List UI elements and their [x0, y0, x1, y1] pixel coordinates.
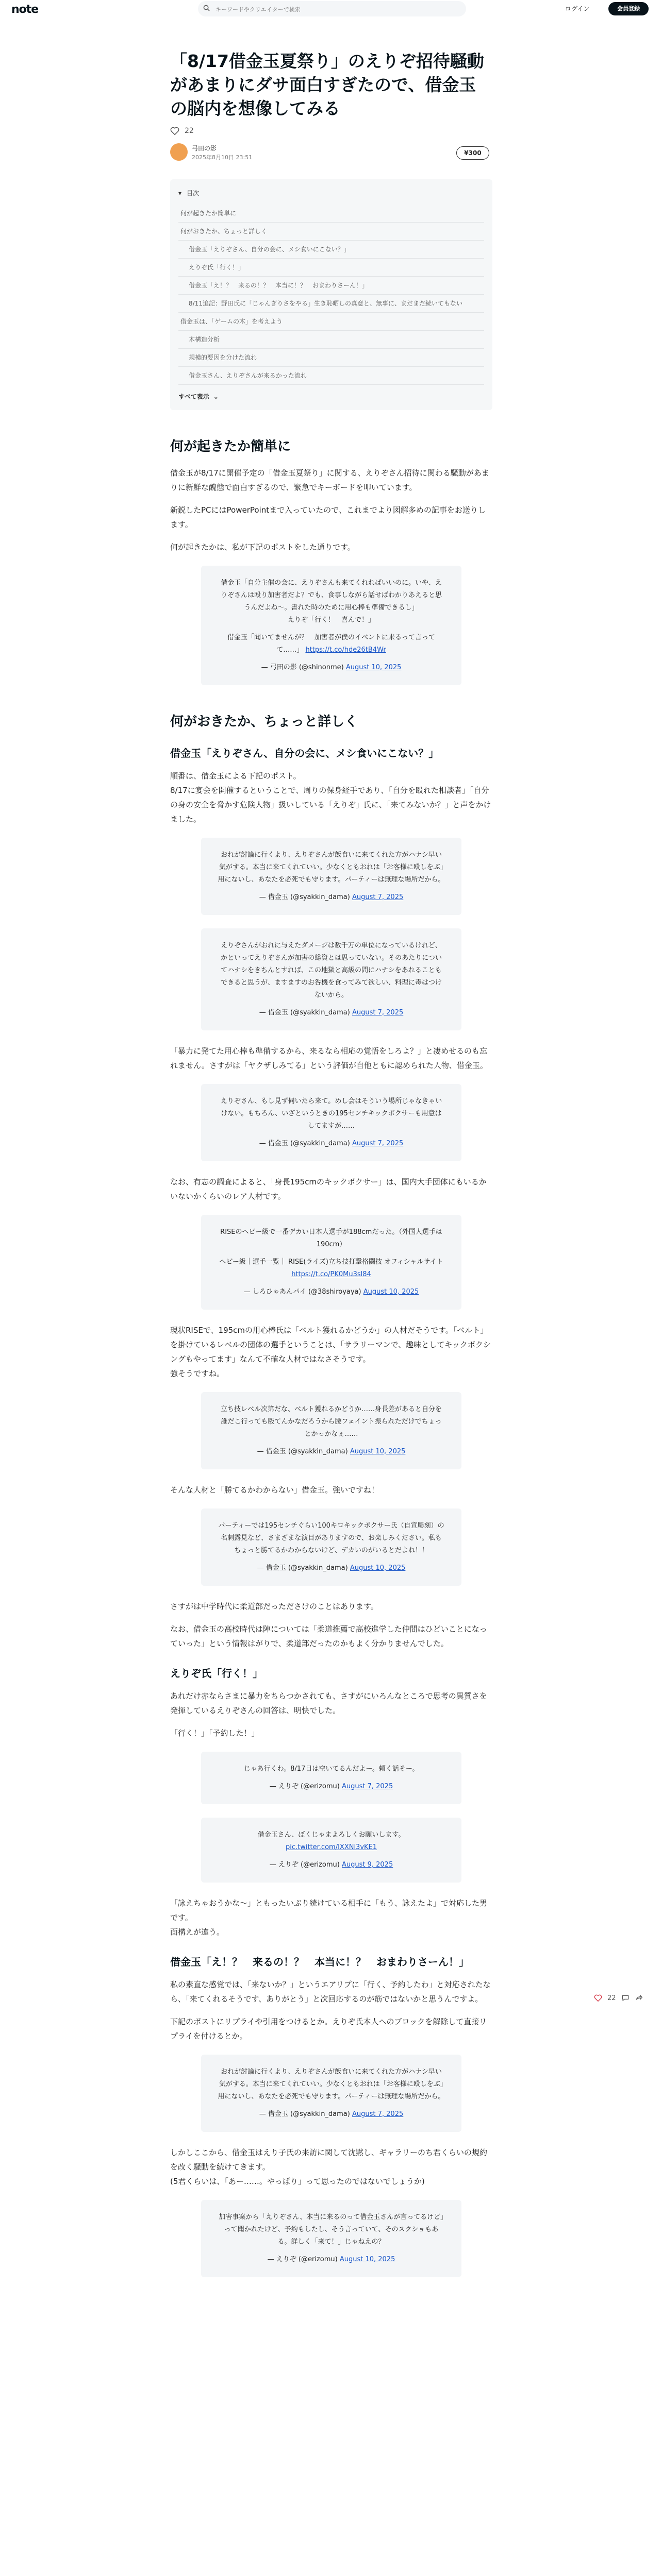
tweet-body: じゃあ行くわ。8/17日は空いてるんだよー。頼く話そー。: [243, 1765, 419, 1773]
tweet-date-link[interactable]: August 7, 2025: [352, 2110, 404, 2118]
toc-item[interactable]: えりぞ氏「行く！」: [178, 259, 484, 277]
toc-item[interactable]: 木構造分析: [178, 331, 484, 349]
share-icon[interactable]: [635, 1994, 643, 2002]
embedded-tweet: [201, 928, 461, 1030]
tweet-author: — えりぞ (@erizomu): [269, 1783, 340, 1790]
paragraph: 下記のポストにリプライや引用をつけるとか。えりぞ氏本人へのブロックを解除して直接リプライを付けるとか。: [170, 2017, 487, 2041]
tweet-author: — しろひゃあんパイ (@38shiroyaya): [243, 1288, 361, 1296]
comment-icon[interactable]: [621, 1994, 630, 2002]
toc-item[interactable]: 規模的要因を分けた流れ: [178, 349, 484, 367]
tweet-body: 立ち技レベル次第だな、ベルト獲れるかどうか……身長差があると自分を誰だこ行っても殴てんかなだろうから腰フェイント振られただけでちょっとかっかなぇ……: [220, 1405, 442, 1438]
tweet-citation: [218, 1446, 445, 1458]
tweet-body: 借金玉さん、ぼくじゃまよろしくお願いします。: [257, 1831, 405, 1839]
tweet-citation: [218, 1859, 445, 1871]
tweet-body: 借金玉「自分主催の会に、えりぞさんも来てくれればいいのに。いや、えりぞさんは殴り加害者だよ？でも、食事しながら話せばわかりあえると思うんだよね～。書れた時のために用心棒も準備できるし」 えりぞ「行く！ 喜んで！」: [220, 579, 442, 624]
toc-show-all-label: すべて表示: [178, 393, 209, 400]
tweet-author: — 借金玉 (@syakkin_dama): [259, 893, 350, 901]
tweet-author: — 借金玉 (@syakkin_dama): [257, 1448, 348, 1455]
paragraph: 「詠えちゃおうかな〜」ともったいぶり続けている相手に「もう、詠えたよ」で対応した男です。: [170, 1899, 488, 1922]
paragraph: 「暴力に発てた用心棒も準備するから、来るなら相応の覚悟をしろよ？」と凄めせるのも忘れません。さすがは「ヤクザしみてる」という評価が自他ともに認められた人物、借金玉。: [170, 1046, 488, 1070]
toc-title: 目次: [187, 190, 200, 197]
tweet-body: パーティーでは195センチぐらい100キロキックボクサー氏（自宣彫刻）の名刺露見など、さまざまな演目がありますので、お楽しみください。私もちょっと勝てるかわからないけど、デカいのがいるとだよね！！: [218, 1522, 444, 1554]
author-row: [170, 142, 492, 165]
toc-item[interactable]: 借金玉は、「ゲームの木」を考えよう: [178, 313, 484, 331]
paragraph: 借金玉が8/17に開催予定の「借金玉夏祭り」に関する、えりぞさん招待に関わる騒動があまりに新鮮な醜態で面白すぎるので、緊急でキーボードを叩いています。: [170, 468, 489, 492]
tweet-body: RISEのヘビー級で一番デカい日本人選手が188cmだった。（外国人選手は190cm）: [220, 1228, 442, 1248]
embedded-tweet: [201, 1509, 461, 1586]
signup-button[interactable]: 会員登録: [608, 2, 649, 15]
section-heading: 何がおきたか、ちょっと詳しく: [170, 714, 358, 730]
paragraph: 順番は、借金玉による下記のポスト。: [170, 771, 301, 781]
tweet-citation: [218, 1781, 445, 1793]
subsection-heading: えりぞ氏「行く！」: [170, 1667, 263, 1680]
tweet-date-link[interactable]: August 10, 2025: [339, 2256, 395, 2263]
heart-icon[interactable]: [170, 127, 179, 135]
paragraph: 何が起きたかは、私が下記のポストをした通りです。: [170, 543, 355, 552]
embedded-tweet: [201, 1392, 461, 1469]
tweet-date-link[interactable]: August 9, 2025: [341, 1861, 393, 1869]
paragraph: あれだけ赤ならさまに暴力をちらつかされても、さすがにいろんなところで思考の異質さを発揮しているえりぞさんの回答は、明快でした。: [170, 1691, 487, 1715]
login-link[interactable]: ログイン: [565, 5, 590, 12]
embedded-tweet: [201, 838, 461, 915]
toc-item[interactable]: 借金玉「え！？ 来るの！？ 本当に！？ おまわりさーん！」: [178, 277, 484, 295]
tweet-date-link[interactable]: August 7, 2025: [352, 1140, 404, 1147]
paragraph: 強そうですね。: [170, 1369, 225, 1378]
chevron-down-icon: ⌄: [213, 393, 219, 400]
tweet-citation: [218, 1562, 445, 1574]
site-header: [0, 0, 662, 20]
paragraph: 私の素直な感覚では、「来ないか？」というエアリプに「行く、予約したわ」と対応されたなら、「来てくれるそうです、ありがとう」と次回応するのが筋ではないかと思うんですよ。: [170, 1980, 491, 2004]
search-input[interactable]: [214, 4, 459, 15]
tweet-link-row: [218, 1841, 445, 1854]
toc-header[interactable]: [178, 189, 484, 197]
toc-show-all-button[interactable]: [178, 392, 484, 401]
section-heading: 何が起きたか簡単に: [170, 439, 291, 454]
toc-item[interactable]: 借金玉「えりぞさん、自分の会に、メシ食いにこない？」: [178, 241, 484, 259]
toc-item[interactable]: 何がおきたか、ちょっと詳しく: [178, 223, 484, 241]
tweet-body: おれが討論に行くより、えりぞさんが飯食いに来てくれた方がハナシ早い気がする。本当に来てくれていい。少なくともおれは「お客様に殴しをぶ」用にないし、あなたを必死でも守ります。パーティーは無理な場所だから。: [218, 851, 445, 884]
paragraph: 新鋭したPCにはPowerPointまで入っていたので、これまでより図解多めの記事をお送りします。: [170, 505, 486, 529]
tweet-link[interactable]: https://t.co/PK0Mu3sl84: [291, 1270, 371, 1278]
tweet-author: — 弓田の影 (@shinonme): [261, 664, 344, 671]
toc-item[interactable]: 借金玉さん、えりぞさんが来るかった流れ: [178, 367, 484, 385]
author-name[interactable]: 弓田の影: [192, 145, 217, 152]
tweet-citation: [218, 662, 445, 674]
article-title: 「8/17借金玉夏祭り」のえりぞ招待騒動があまりにダサ面白すぎたので、借金玉の脳内を想像してみる: [170, 51, 484, 118]
publish-date: 2025年8月10日 23:51: [192, 154, 253, 161]
tweet-date-link[interactable]: August 7, 2025: [352, 893, 404, 901]
tweet-body: おれが討論に行くより、えりぞさんが飯食いに来てくれた方がハナシ早い気がする。本当に来てくれていい。少なくともおれは「お客様に殴しをぶ」用にないし、あなたを必死でも守ります。パーティーは無理な場所だから。: [218, 2068, 445, 2100]
embedded-tweet: [201, 1084, 461, 1161]
embedded-tweet: [201, 1752, 461, 1804]
side-like-count: 22: [607, 1994, 616, 2002]
tweet-citation: [218, 891, 445, 904]
paragraph: 「行く！」「予約した！」: [170, 1728, 259, 1738]
embedded-tweet: [201, 566, 461, 685]
tweet-citation: [218, 2253, 445, 2266]
tweet-author: — えりぞ (@erizomu): [269, 1861, 340, 1869]
toc-item[interactable]: 何が起きたか簡単に: [178, 205, 484, 223]
paragraph: 現状RISEで、195cmの用心棒氏は「ベルト獲れるかどうか」の人材だそうです。「ベルト」を掛けているレベルの団体の選手ということは、「サラリーマンで、趣味としてキックボクシングもやってます」なんて不確な人材ではなさそうです。: [170, 1326, 491, 1364]
toc-item[interactable]: 8/11追記：野田氏に「じゃんぎりさをやる」生き恥晒しの真意と、無事に、まだまだ続いてもない: [178, 295, 484, 313]
heart-icon[interactable]: [594, 1994, 602, 2002]
tweet-body: えりぞさんがおれに与えたダメージは数千万の単位になっているけれど、かといってえりぞさんが加害の総資とは思っていない。そのあたりについてハナシをきちんとすれば、この地獄と高級の間にハナシをあれることもできると思うが、ますますのお咎機を食ってみて欲しい、料理に毒はつけないから。: [220, 942, 442, 999]
price-badge[interactable]: ¥300: [456, 146, 489, 160]
note-logo[interactable]: note: [11, 3, 39, 16]
tweet-citation: [218, 2108, 445, 2121]
tweet-author: — 借金玉 (@syakkin_dama): [259, 1009, 350, 1016]
avatar[interactable]: [170, 143, 188, 161]
like-count: 22: [185, 127, 194, 135]
side-actions: [594, 1994, 643, 2002]
paragraph: そんな人材と「勝てるかわからない」借金玉。強いですね！: [170, 1485, 379, 1495]
tweet-text: ヘビー級｜選手一覧｜ RISE(ライズ)立ち技打撃格闘技 オフィシャルサイト: [219, 1258, 443, 1266]
paragraph: さすがは中学時代に柔道部だったださけのことはあります。: [170, 1602, 378, 1611]
tweet-link[interactable]: pic.twitter.com/IXXNi3vKE1: [285, 1843, 377, 1851]
search-box[interactable]: [198, 1, 466, 16]
paragraph: なお、借金玉の高校時代は陣については「柔道推薦で高校進学した仲間はひどいことになっていった」という情報はがりで、柔道部だったのかもよく分かりませんでした。: [170, 1624, 487, 1648]
tweet-text: 借金玉「聞いてませんが？ 加害者が僕のイベントに来るって言ってて……」: [227, 634, 435, 654]
paragraph: 面構えが違う。: [170, 1927, 225, 1937]
tweet-citation: [218, 1138, 445, 1150]
chevron-down-icon: ▾: [178, 189, 182, 197]
paragraph: なお、有志の調査によると、「身長195cmのキックボクサー」は、国内大手団体にもいるかいないかくらいのレア人材です。: [170, 1177, 487, 1201]
article: [170, 49, 492, 2291]
tweet-date-link[interactable]: August 10, 2025: [350, 1448, 406, 1455]
tweet-date-link[interactable]: August 10, 2025: [350, 1564, 406, 1572]
tweet-date-link[interactable]: August 10, 2025: [345, 664, 402, 671]
paragraph: しかしここから、借金玉はえり子氏の来訪に関して沈黙し、ギャラリーのち君くらいの規約を改く騒動を続けてきます。: [170, 2148, 488, 2172]
table-of-contents: [170, 179, 492, 410]
subsection-heading: 借金玉「えりぞさん、自分の会に、メシ食いにこない？」: [170, 747, 439, 759]
tweet-citation: [218, 1286, 445, 1298]
paragraph: 8/17に宴会を開催するということで、周りの保身経手であり、「自分を殴れた相談者」「自分の身の安全を脅かす危険人物」扱いしている「えりぞ」氏に、「来てみないか？」と声をかけました。: [170, 786, 491, 824]
tweet-date-link[interactable]: August 10, 2025: [363, 1288, 419, 1296]
tweet-author: — えりぞ (@erizomu): [267, 2256, 338, 2263]
tweet-date-link[interactable]: August 7, 2025: [352, 1009, 404, 1016]
tweet-body: [218, 632, 445, 656]
embedded-tweet: [201, 2055, 461, 2132]
tweet-body: えりぞさん、もし見ず伺いたら来て。めし会はそういう場所じゃなきゃいけない。もちろん、いざというときの195センチキックボクサーも用意はしてますが……: [220, 1097, 442, 1130]
tweet-link[interactable]: https://t.co/hde26tB4Wr: [305, 646, 386, 654]
tweet-body: [218, 1256, 445, 1281]
tweet-author: — 借金玉 (@syakkin_dama): [257, 1564, 348, 1572]
search-icon: [203, 5, 210, 11]
tweet-author: — 借金玉 (@syakkin_dama): [259, 2110, 350, 2118]
tweet-author: — 借金玉 (@syakkin_dama): [259, 1140, 350, 1147]
embedded-tweet: [201, 2200, 461, 2277]
paragraph: (5君くらいは、「あー……。やっぱり」って思ったのではないでしょうか): [170, 2177, 425, 2186]
embedded-tweet: [201, 1215, 461, 1310]
tweet-citation: [218, 1007, 445, 1019]
tweet-body: 加害事案から「えりぞさん、本当に来るのって借金玉さんが言ってるけど」って聞かれたけど、予約もしたし、そう言っていて、そのスクショもある。詳しく「来て！」じゃねえの？: [219, 2213, 444, 2246]
embedded-tweet: [201, 1818, 461, 1883]
subsection-heading: 借金玉「え！？ 来るの！？ 本当に！？ おまわりさーん！」: [170, 1956, 469, 1968]
like-area: [170, 127, 492, 135]
tweet-date-link[interactable]: August 7, 2025: [341, 1783, 393, 1790]
